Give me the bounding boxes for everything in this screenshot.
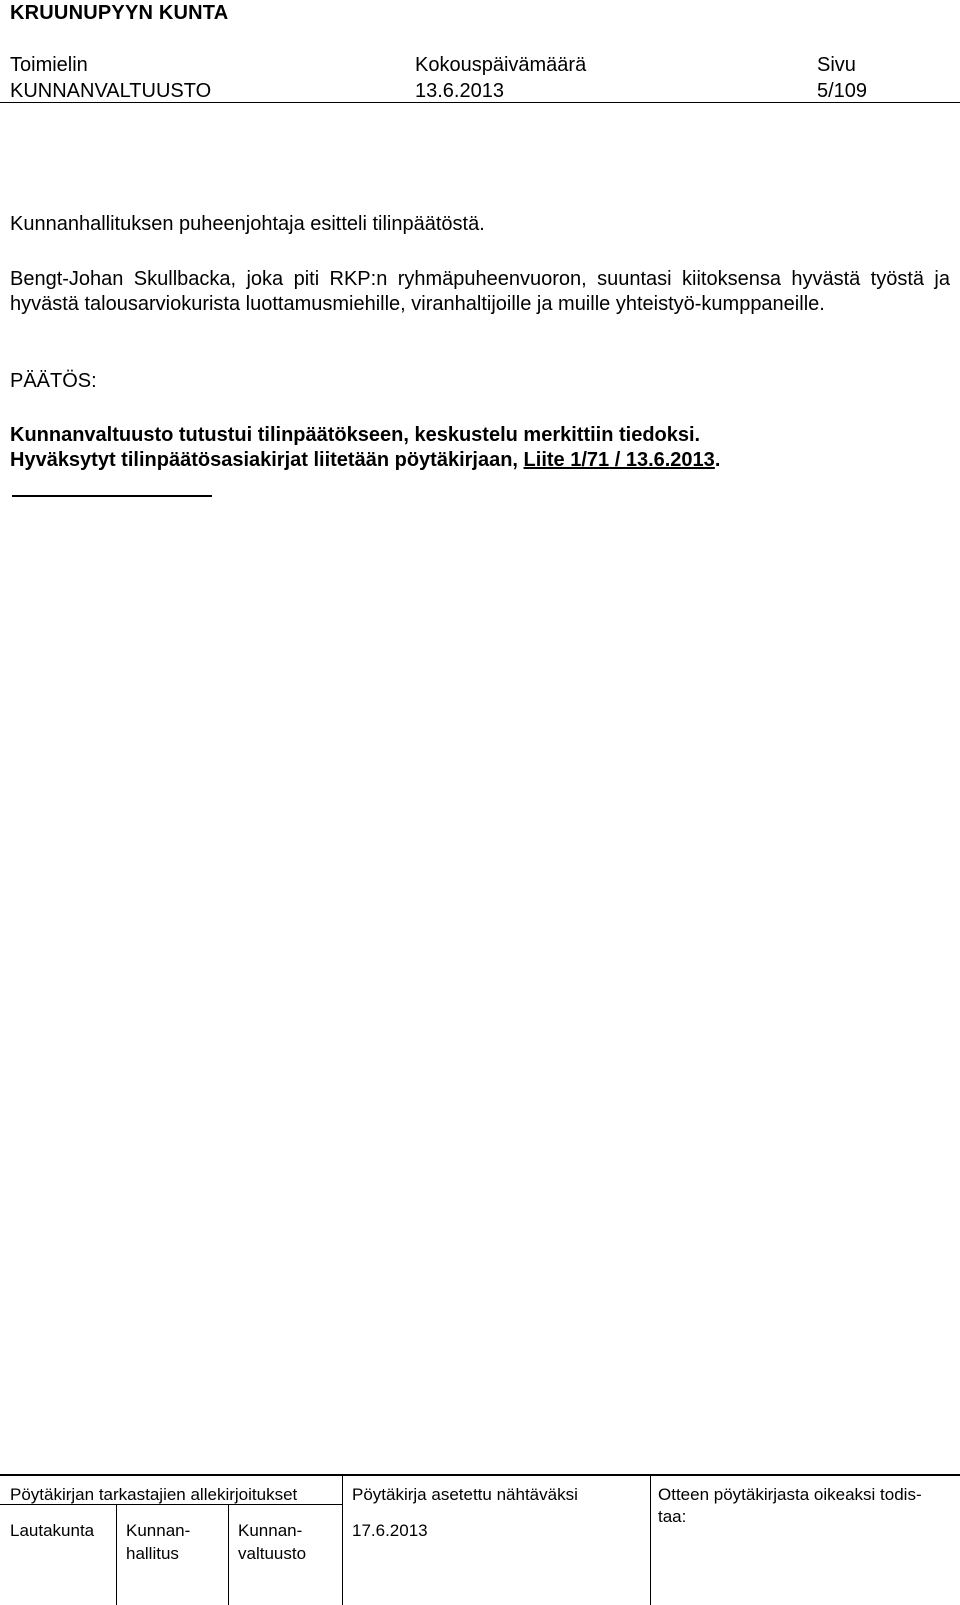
section-end-rule (12, 495, 212, 497)
footer-col-kunnanhallitus-line1: Kunnan- (126, 1521, 191, 1540)
organ-label: Toimielin (10, 54, 88, 76)
organization-name: KRUUNUPYYN KUNTA (10, 2, 229, 24)
footer-col-divider-1 (116, 1504, 117, 1605)
footer-col-lautakunta: Lautakunta (10, 1521, 95, 1540)
header-page (817, 52, 867, 104)
decision-line-1: Kunnanvaltuusto tutustui tilinpäätökseen, keskustelu merkittiin tiedoksi. (10, 424, 701, 446)
footer-col-kunnanhallitus-line2: hallitus (126, 1544, 179, 1563)
paragraph-presentation: Kunnanhallituksen puheenjohtaja esitteli tilinpäätöstä. (10, 213, 485, 235)
organ-value: KUNNANVALTUUSTO (10, 80, 212, 102)
attachment-link[interactable]: Liite 1/71 (523, 449, 610, 471)
decision-label: PÄÄTÖS: (10, 370, 97, 392)
footer-col-kunnanvaltuusto-line1: Kunnan- (238, 1521, 303, 1540)
attachment-date: / 13.6.2013 (609, 449, 715, 471)
footer-posted-heading: Pöytäkirja asetettu nähtäväksi (352, 1485, 578, 1504)
footer-posted-date: 17.6.2013 (352, 1521, 428, 1540)
page-label: Sivu (817, 54, 856, 76)
footer-top-border (0, 1474, 960, 1476)
decision-line-2-prefix: Hyväksytyt tilinpäätösasiakirjat liitetään pöytäkirjaan, (10, 449, 524, 471)
header-organ (10, 52, 211, 104)
paragraph-group-speech: Bengt-Johan Skullbacka, joka piti RKP:n ryhmäpuheenvuoron, suuntasi kiitoksensa hyvästä työstä ja hyvästä talousarviokurista luottamusmiehille, viranhaltijoille ja muille yhteistyö-kumppaneille. (10, 268, 950, 315)
header-date (415, 52, 586, 104)
header-divider (0, 102, 960, 103)
footer-col-divider-3 (342, 1474, 343, 1605)
footer-certified-line1: Otteen pöytäkirjasta oikeaksi todis- (658, 1485, 922, 1504)
footer-signatures-heading: Pöytäkirjan tarkastajien allekirjoitukset (10, 1485, 298, 1504)
footer-certified-line2: taa: (658, 1507, 687, 1526)
decision-line-2 (10, 448, 950, 473)
decision-line-2-end: . (714, 449, 721, 471)
footer-col-divider-4 (650, 1474, 651, 1605)
footer-col-divider-2 (228, 1504, 229, 1605)
footer-col-kunnanvaltuusto-line2: valtuusto (238, 1544, 307, 1563)
page-value: 5/109 (817, 80, 868, 102)
date-label: Kokouspäivämäärä (415, 54, 587, 76)
date-value: 13.6.2013 (415, 80, 504, 102)
